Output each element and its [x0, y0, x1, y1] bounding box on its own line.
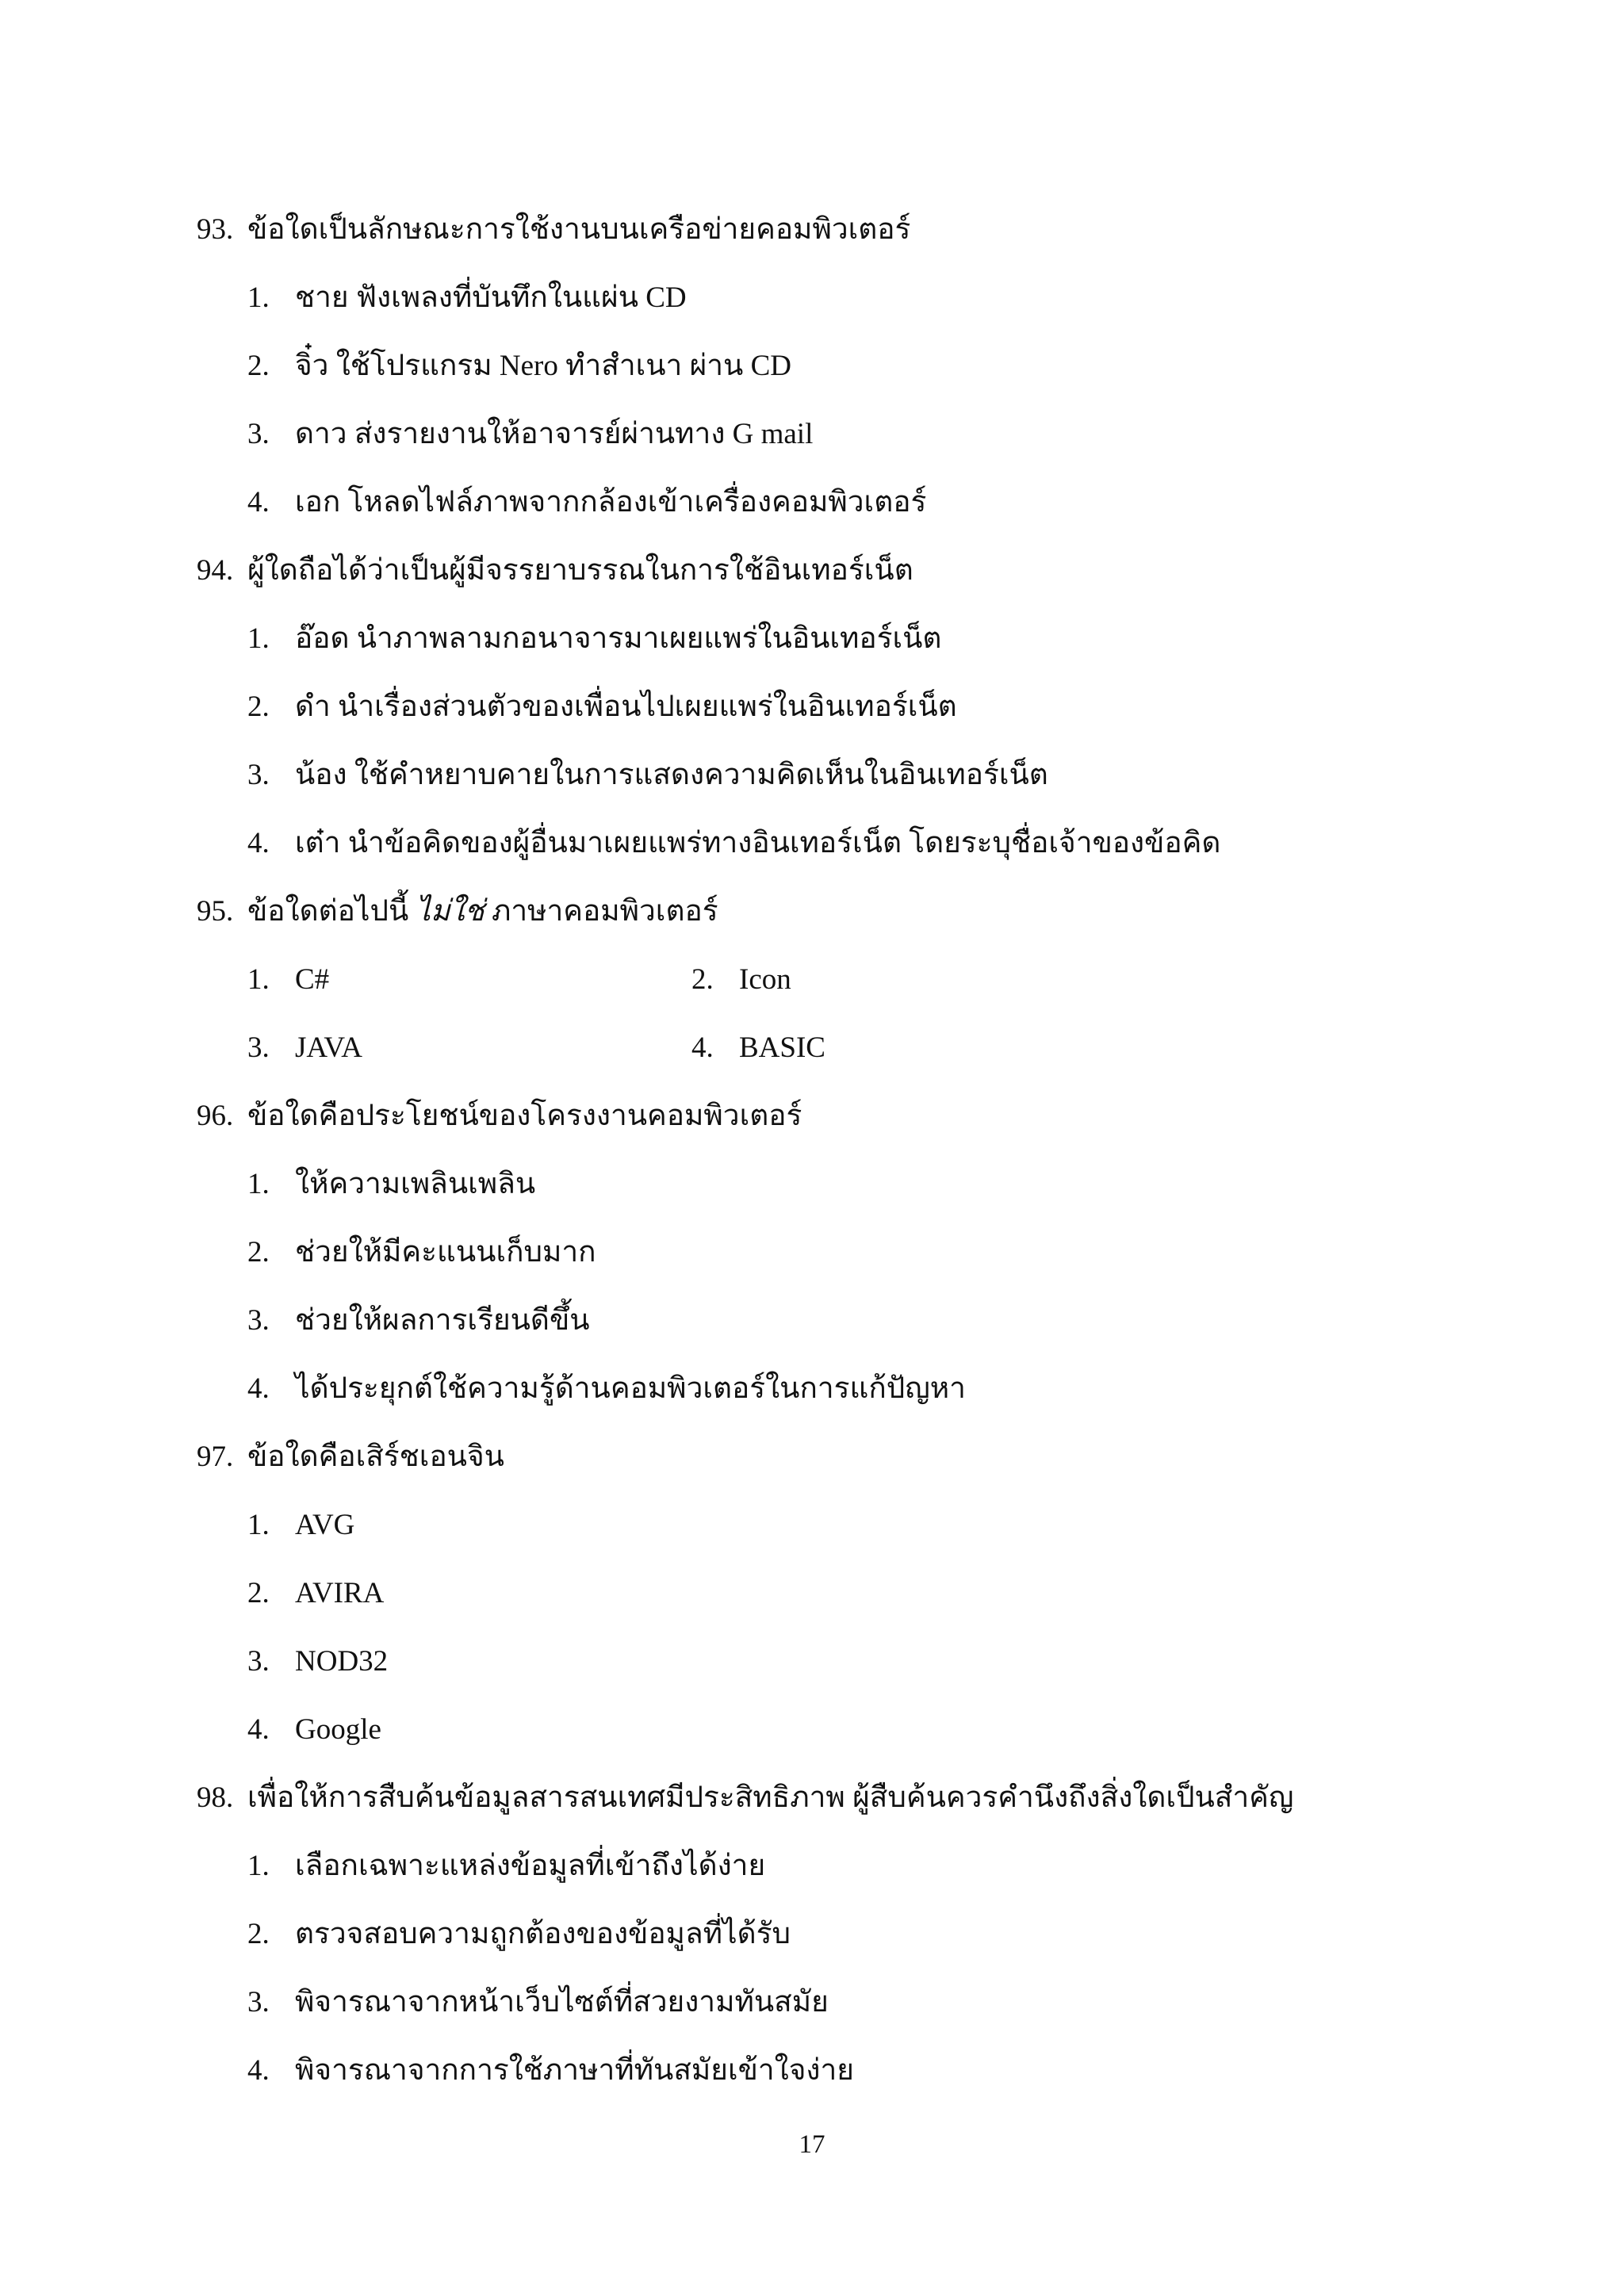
option-94-4 [247, 821, 1220, 866]
option-text: ให้ความเพลินเพลิน [295, 1168, 536, 1200]
option-number: 3. [247, 1986, 270, 2019]
option-number: 1. [247, 622, 270, 655]
option-98-4 [247, 2049, 854, 2093]
option-number: 4. [247, 827, 270, 859]
option-93-2 [247, 344, 791, 388]
option-98-3 [247, 1980, 829, 2025]
question-number: 96. [197, 1100, 234, 1132]
option-97-4 [247, 1708, 381, 1752]
option-text: เต๋า นำข้อคิดของผู้อื่นมาเผยแพร่ทางอินเทอร์เน็ต โดยระบุชื่อเจ้าของข้อคิด [295, 827, 1221, 859]
question-text: ข้อใดคือประโยชน์ของโครงงานคอมพิวเตอร์ [247, 1100, 802, 1132]
page-number: 17 [799, 2130, 825, 2159]
option-number: 1. [247, 1509, 270, 1541]
option-number: 2. [247, 350, 270, 382]
option-95-1 [247, 958, 329, 1002]
option-93-3 [247, 412, 813, 457]
option-text: น้อง ใช้คำหยาบคายในการแสดงความคิดเห็นในอินเทอร์เน็ต [295, 759, 1048, 791]
question-number: 93. [197, 213, 234, 246]
option-95-3 [247, 1026, 362, 1070]
question-text: ข้อใดเป็นลักษณะการใช้งานบนเครือข่ายคอมพิวเตอร์ [247, 213, 911, 246]
option-number: 2. [247, 1577, 270, 1609]
option-96-2 [247, 1230, 596, 1275]
option-number: 2. [247, 691, 270, 723]
option-96-1 [247, 1162, 535, 1207]
option-number: 4. [691, 1031, 714, 1064]
question-96 [197, 1094, 802, 1138]
option-text: AVIRA [295, 1577, 385, 1609]
option-number: 4. [247, 1713, 270, 1746]
option-text: ช่วยให้ผลการเรียนดีขึ้น [295, 1304, 590, 1337]
option-number: 3. [247, 1645, 270, 1678]
option-text: ได้ประยุกต์ใช้ความรู้ด้านคอมพิวเตอร์ในการแก้ปัญหา [295, 1372, 966, 1405]
option-text: BASIC [739, 1031, 825, 1064]
option-number: 1. [247, 963, 270, 996]
option-number: 3. [247, 418, 270, 450]
question-number: 97. [197, 1441, 234, 1473]
option-94-1 [247, 617, 941, 661]
option-text: C# [295, 963, 330, 996]
question-text-before: ข้อใดต่อไปนี้ [247, 895, 409, 928]
option-text: จิ๋ว ใช้โปรแกรม Nero ทำสำเนา ผ่าน CD [295, 350, 791, 382]
option-number: 1. [247, 281, 270, 314]
question-number: 94. [197, 554, 234, 587]
question-95 [197, 890, 718, 934]
question-93 [197, 208, 910, 252]
option-text: เอก โหลดไฟล์ภาพจากกล้องเข้าเครื่องคอมพิวเตอร์ [295, 486, 927, 519]
option-number: 2. [247, 1236, 270, 1269]
question-98 [197, 1776, 1293, 1820]
option-text: เลือกเฉพาะแหล่งข้อมูลที่เข้าถึงได้ง่าย [295, 1850, 766, 1882]
option-98-2 [247, 1912, 791, 1957]
option-number: 2. [691, 963, 714, 996]
option-text: ชาย ฟังเพลงที่บันทึกในแผ่น CD [295, 281, 687, 314]
option-94-3 [247, 753, 1048, 798]
option-number: 3. [247, 1031, 270, 1064]
option-number: 4. [247, 1372, 270, 1405]
option-text: พิจารณาจากหน้าเว็บไซต์ที่สวยงามทันสมัย [295, 1986, 829, 2019]
option-94-2 [247, 685, 957, 729]
question-number: 98. [197, 1781, 234, 1814]
option-text: JAVA [295, 1031, 363, 1064]
option-number: 3. [247, 1304, 270, 1337]
question-94 [197, 549, 914, 593]
option-text: Google [295, 1713, 381, 1746]
option-97-3 [247, 1640, 388, 1684]
question-number: 95. [197, 895, 234, 928]
question-97 [197, 1435, 504, 1479]
option-text: Icon [739, 963, 791, 996]
question-emphasis-word: ไม่ใช่ [416, 895, 485, 928]
question-text: เพื่อให้การสืบค้นข้อมูลสารสนเทศมีประสิทธิภาพ ผู้สืบค้นควรคำนึงถึงสิ่งใดเป็นสำคัญ [247, 1781, 1294, 1814]
option-95-4 [691, 1026, 825, 1070]
question-text: ผู้ใดถือได้ว่าเป็นผู้มีจรรยาบรรณในการใช้อินเทอร์เน็ต [247, 554, 914, 587]
option-97-1 [247, 1503, 354, 1548]
option-text: อ๊อด นำภาพลามกอนาจารมาเผยแพร่ในอินเทอร์เน็ต [295, 622, 942, 655]
option-text: ดำ นำเรื่องส่วนตัวของเพื่อนไปเผยแพร่ในอินเทอร์เน็ต [295, 691, 957, 723]
option-96-4 [247, 1367, 966, 1411]
option-93-1 [247, 276, 687, 320]
option-text: NOD32 [295, 1645, 389, 1678]
option-text: AVG [295, 1509, 355, 1541]
option-number: 4. [247, 2054, 270, 2087]
option-text: ดาว ส่งรายงานให้อาจารย์ผ่านทาง G mail [295, 418, 814, 450]
question-text-after: ภาษาคอมพิวเตอร์ [491, 895, 718, 928]
option-number: 3. [247, 759, 270, 791]
option-number: 1. [247, 1168, 270, 1200]
option-98-1 [247, 1844, 765, 1888]
question-text: ข้อใดคือเสิร์ชเอนจิน [247, 1441, 504, 1473]
option-text: ตรวจสอบความถูกต้องของข้อมูลที่ได้รับ [295, 1918, 791, 1950]
option-text: ช่วยให้มีคะแนนเก็บมาก [295, 1236, 596, 1269]
option-93-4 [247, 480, 926, 525]
option-number: 4. [247, 486, 270, 519]
option-number: 2. [247, 1918, 270, 1950]
option-96-3 [247, 1299, 590, 1343]
option-text: พิจารณาจากการใช้ภาษาที่ทันสมัยเข้าใจง่าย [295, 2054, 854, 2087]
option-95-2 [691, 958, 791, 1002]
option-number: 1. [247, 1850, 270, 1882]
option-97-2 [247, 1571, 384, 1616]
